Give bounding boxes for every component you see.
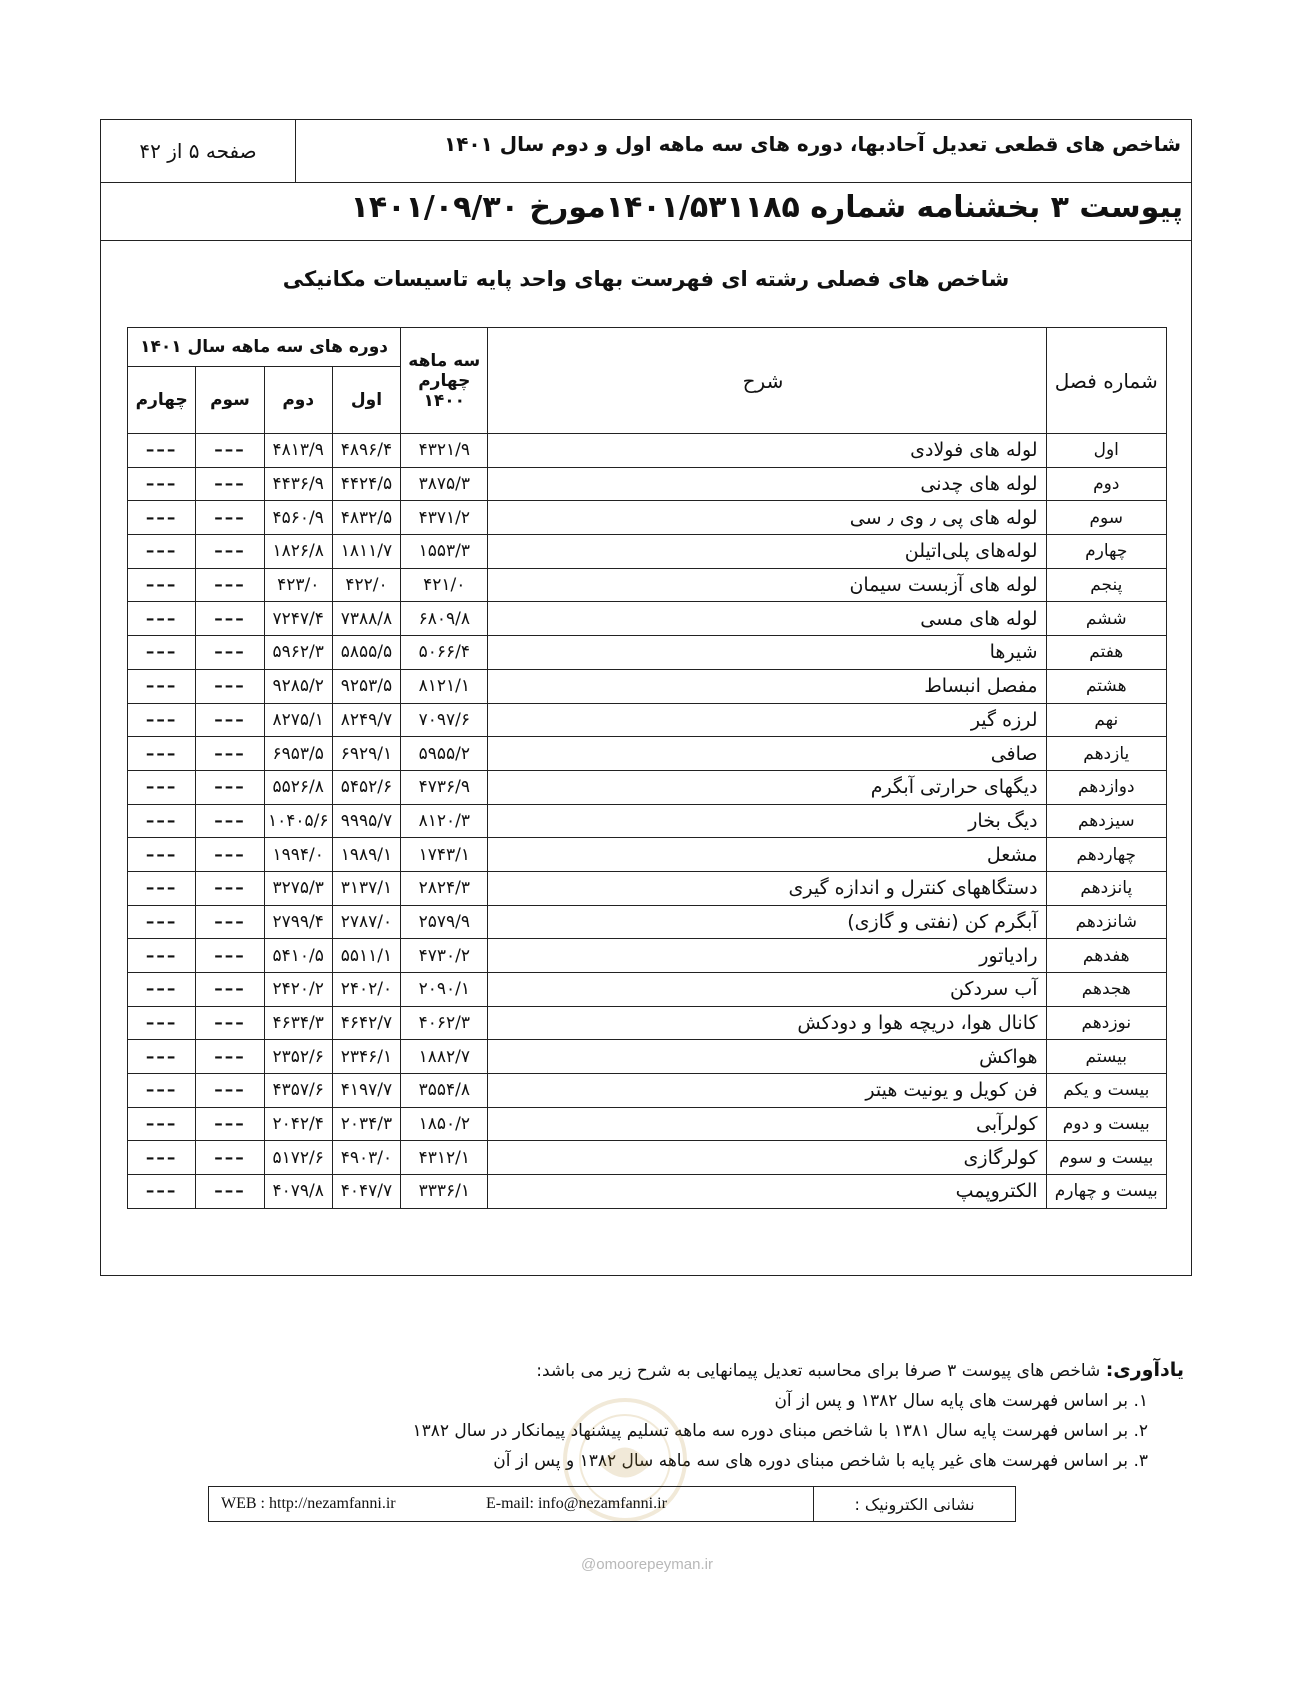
web-link[interactable]: WEB : http://nezamfanni.ir [221,1495,396,1512]
reminder-item: ۲. بر اساس فهرست پایه سال ۱۳۸۱ با شاخص مبنای دوره سه ماهه تسلیم پیشنهاد پیمانکار در سال ۱۳۸۲ [412,1421,1148,1441]
table-row [128,1074,1167,1108]
cell-chapter-no: بیست و سوم [1046,1141,1166,1175]
cell-period-4: ––– [128,535,196,569]
cell-q4-1400: ۸۱۲۰/۳ [401,804,488,838]
cell-period-3: ––– [196,434,264,468]
header-period-2: دوم [264,367,332,434]
table-row [128,1141,1167,1175]
cell-chapter-no: هفتم [1046,636,1166,670]
table-title: شاخص های فصلی رشته ای فهرست بهای واحد پایه تاسیسات مکانیکی [282,267,1010,291]
table-row [128,1175,1167,1209]
cell-period-2: ۴۶۳۴/۳ [264,1006,332,1040]
cell-period-1: ۴۹۰۳/۰ [332,1141,400,1175]
cell-period-4: ––– [128,737,196,771]
cell-period-1: ۲۷۸۷/۰ [332,905,400,939]
table-row [128,973,1167,1007]
table-row [128,770,1167,804]
cell-description: صافی [488,737,1046,771]
cell-period-3: ––– [196,1175,264,1209]
cell-chapter-no: پانزدهم [1046,871,1166,905]
cell-description: کولرگازی [488,1141,1046,1175]
cell-chapter-no: پنجم [1046,568,1166,602]
cell-period-1: ۱۸۱۱/۷ [332,535,400,569]
cell-q4-1400: ۶۸۰۹/۸ [401,602,488,636]
cell-period-4: ––– [128,1074,196,1108]
contact-label: نشانی الکترونیک : [813,1487,1015,1521]
table-row [128,501,1167,535]
cell-chapter-no: ششم [1046,602,1166,636]
cell-description: کانال هوا، دریچه هوا و دودکش [488,1006,1046,1040]
cell-period-2: ۲۴۲۰/۲ [264,973,332,1007]
cell-chapter-no: اول [1046,434,1166,468]
cell-period-1: ۲۴۰۲/۰ [332,973,400,1007]
reminder-item: ۱. بر اساس فهرست های پایه سال ۱۳۸۲ و پس از آن [774,1391,1148,1411]
cell-period-3: ––– [196,568,264,602]
cell-q4-1400: ۴۳۱۲/۱ [401,1141,488,1175]
cell-period-2: ۷۲۴۷/۴ [264,602,332,636]
table-row [128,703,1167,737]
cell-description: هواکش [488,1040,1046,1074]
header-row [101,120,1191,183]
cell-q4-1400: ۱۷۴۳/۱ [401,838,488,872]
cell-period-3: ––– [196,535,264,569]
header-period-3: سوم [196,367,264,434]
cell-q4-1400: ۱۵۵۳/۳ [401,535,488,569]
cell-period-4: ––– [128,467,196,501]
table-row [128,871,1167,905]
cell-description: کولرآبی [488,1107,1046,1141]
cell-period-4: ––– [128,939,196,973]
table-row [128,669,1167,703]
cell-period-4: ––– [128,1141,196,1175]
cell-q4-1400: ۲۰۹۰/۱ [401,973,488,1007]
cell-period-1: ۹۲۵۳/۵ [332,669,400,703]
cell-period-2: ۲۰۴۲/۴ [264,1107,332,1141]
cell-q4-1400: ۵۹۵۵/۲ [401,737,488,771]
cell-description: لوله های آزبست سیمان [488,568,1046,602]
cell-period-4: ––– [128,434,196,468]
cell-q4-1400: ۴۷۳۰/۲ [401,939,488,973]
table-row [128,1006,1167,1040]
cell-period-2: ۳۲۷۵/۳ [264,871,332,905]
cell-chapter-no: سیزدهم [1046,804,1166,838]
cell-period-1: ۴۶۴۲/۷ [332,1006,400,1040]
cell-period-3: ––– [196,973,264,1007]
cell-period-4: ––– [128,703,196,737]
cell-chapter-no: یازدهم [1046,737,1166,771]
cell-description: دستگاههای کنترل و اندازه گیری [488,871,1046,905]
cell-description: لوله های چدنی [488,467,1046,501]
cell-period-2: ۱۰۴۰۵/۶ [264,804,332,838]
cell-period-4: ––– [128,804,196,838]
cell-period-2: ۴۰۷۹/۸ [264,1175,332,1209]
cell-period-3: ––– [196,939,264,973]
cell-description: مفصل انبساط [488,669,1046,703]
header-period-1: اول [332,367,400,434]
cell-period-1: ۳۱۳۷/۱ [332,871,400,905]
document-frame [100,119,1192,1276]
cell-description: دیگ بخار [488,804,1046,838]
attachment-row [101,182,1191,241]
table-row [128,838,1167,872]
cell-period-1: ۴۸۹۶/۴ [332,434,400,468]
cell-chapter-no: بیستم [1046,1040,1166,1074]
cell-q4-1400: ۳۵۵۴/۸ [401,1074,488,1108]
cell-chapter-no: هفدهم [1046,939,1166,973]
cell-chapter-no: نوزدهم [1046,1006,1166,1040]
cell-period-4: ––– [128,770,196,804]
cell-period-1: ۸۲۴۹/۷ [332,703,400,737]
cell-period-3: ––– [196,770,264,804]
cell-chapter-no: شانزدهم [1046,905,1166,939]
cell-period-2: ۵۹۶۲/۳ [264,636,332,670]
cell-description: الکتروپمپ [488,1175,1046,1209]
table-row [128,737,1167,771]
reminder-lead: یادآوری: [1105,1359,1184,1381]
cell-period-4: ––– [128,973,196,1007]
reminder-text: شاخص های پیوست ۳ صرفا برای محاسبه تعدیل پیمانهایی به شرح زیر می باشد: [536,1361,1106,1381]
cell-period-3: ––– [196,1141,264,1175]
cell-chapter-no: دوازدهم [1046,770,1166,804]
cell-period-4: ––– [128,602,196,636]
cell-period-4: ––– [128,1006,196,1040]
cell-q4-1400: ۲۸۲۴/۳ [401,871,488,905]
cell-q4-1400: ۴۳۲۱/۹ [401,434,488,468]
header-chapter-no: شماره فصل [1046,328,1166,434]
table-row [128,602,1167,636]
cell-period-1: ۵۴۵۲/۶ [332,770,400,804]
cell-q4-1400: ۲۵۷۹/۹ [401,905,488,939]
header-q4-line2: چهارم ۱۴۰۰ [418,370,471,411]
cell-q4-1400: ۱۸۸۲/۷ [401,1040,488,1074]
cell-period-2: ۱۹۹۴/۰ [264,838,332,872]
cell-period-2: ۲۷۹۹/۴ [264,905,332,939]
cell-period-1: ۲۳۴۶/۱ [332,1040,400,1074]
cell-period-1: ۲۰۳۴/۳ [332,1107,400,1141]
cell-period-1: ۴۸۳۲/۵ [332,501,400,535]
cell-period-2: ۸۲۷۵/۱ [264,703,332,737]
cell-period-1: ۴۲۲/۰ [332,568,400,602]
cell-period-3: ––– [196,838,264,872]
cell-period-3: ––– [196,1074,264,1108]
cell-period-1: ۵۸۵۵/۵ [332,636,400,670]
cell-description: لوله های فولادی [488,434,1046,468]
cell-q4-1400: ۷۰۹۷/۶ [401,703,488,737]
table-row [128,467,1167,501]
cell-q4-1400: ۴۲۱/۰ [401,568,488,602]
cell-description: آب سردکن [488,973,1046,1007]
cell-period-1: ۶۹۲۹/۱ [332,737,400,771]
cell-period-2: ۱۸۲۶/۸ [264,535,332,569]
cell-period-2: ۲۳۵۲/۶ [264,1040,332,1074]
cell-period-3: ––– [196,467,264,501]
cell-period-3: ––– [196,636,264,670]
cell-q4-1400: ۱۸۵۰/۲ [401,1107,488,1141]
page-number: صفحه ۵ از ۴۲ [101,120,296,182]
cell-period-2: ۴۴۳۶/۹ [264,467,332,501]
cell-period-3: ––– [196,905,264,939]
cell-period-2: ۴۳۵۷/۶ [264,1074,332,1108]
cell-chapter-no: دوم [1046,467,1166,501]
reminder-intro [204,1355,1184,1386]
cell-period-3: ––– [196,1006,264,1040]
email-link[interactable]: E-mail: info@nezamfanni.ir [486,1495,667,1512]
cell-description: آبگرم کن (نفتی و گازی) [488,905,1046,939]
table-row [128,568,1167,602]
header-periods-1401: دوره های سه ماهه سال ۱۴۰۱ [128,328,401,367]
cell-period-3: ––– [196,804,264,838]
cell-description: لرزه گیر [488,703,1046,737]
cell-period-4: ––– [128,669,196,703]
reminder-item: ۳. بر اساس فهرست های غیر پایه با شاخص مبنای دوره های سه ماهه سال ۱۳۸۲ و پس از آن [493,1451,1148,1471]
cell-chapter-no: هجدهم [1046,973,1166,1007]
table-row [128,905,1167,939]
table-row [128,434,1167,468]
table-row [128,804,1167,838]
cell-period-1: ۵۵۱۱/۱ [332,939,400,973]
cell-chapter-no: نهم [1046,703,1166,737]
cell-q4-1400: ۴۷۳۶/۹ [401,770,488,804]
header-description: شرح [488,328,1046,434]
cell-period-4: ––– [128,905,196,939]
cell-q4-1400: ۸۱۲۱/۱ [401,669,488,703]
cell-period-3: ––– [196,871,264,905]
cell-period-4: ––– [128,636,196,670]
cell-description: لوله‌های پلی‌اتیلن [488,535,1046,569]
cell-period-1: ۷۳۸۸/۸ [332,602,400,636]
index-table [127,327,1167,1209]
table-row [128,939,1167,973]
cell-q4-1400: ۴۳۷۱/۲ [401,501,488,535]
watermark-text: @omoorepeyman.ir [581,1556,713,1573]
header-q4-1400 [401,328,488,434]
cell-description: رادیاتور [488,939,1046,973]
cell-period-3: ––– [196,737,264,771]
cell-period-1: ۴۰۴۷/۷ [332,1175,400,1209]
cell-chapter-no: چهاردهم [1046,838,1166,872]
cell-period-2: ۴۲۳/۰ [264,568,332,602]
cell-period-2: ۴۸۱۳/۹ [264,434,332,468]
cell-period-1: ۹۹۹۵/۷ [332,804,400,838]
cell-q4-1400: ۳۳۳۶/۱ [401,1175,488,1209]
cell-chapter-no: هشتم [1046,669,1166,703]
cell-period-2: ۶۹۵۳/۵ [264,737,332,771]
cell-description: مشعل [488,838,1046,872]
table-row [128,535,1167,569]
cell-chapter-no: بیست و دوم [1046,1107,1166,1141]
cell-period-4: ––– [128,1175,196,1209]
cell-description: لوله های پی ٫ وی ٫ سی [488,501,1046,535]
cell-description: فن کویل و یونیت هیتر [488,1074,1046,1108]
table-row [128,636,1167,670]
cell-description: دیگهای حرارتی آبگرم [488,770,1046,804]
cell-period-1: ۴۱۹۷/۷ [332,1074,400,1108]
cell-period-1: ۴۴۲۴/۵ [332,467,400,501]
contact-box [208,1486,1016,1522]
cell-period-3: ––– [196,703,264,737]
cell-period-3: ––– [196,501,264,535]
header-period-4: چهارم [128,367,196,434]
cell-period-3: ––– [196,669,264,703]
cell-chapter-no: سوم [1046,501,1166,535]
cell-period-3: ––– [196,1107,264,1141]
cell-period-2: ۵۵۲۶/۸ [264,770,332,804]
cell-chapter-no: بیست و یکم [1046,1074,1166,1108]
cell-period-1: ۱۹۸۹/۱ [332,838,400,872]
cell-description: لوله های مسی [488,602,1046,636]
cell-description: شیرها [488,636,1046,670]
table-row [128,1040,1167,1074]
cell-period-4: ––– [128,1040,196,1074]
cell-q4-1400: ۴۰۶۲/۳ [401,1006,488,1040]
cell-period-4: ––– [128,871,196,905]
cell-chapter-no: چهارم [1046,535,1166,569]
cell-period-3: ––– [196,1040,264,1074]
cell-period-4: ––– [128,1107,196,1141]
cell-period-4: ––– [128,568,196,602]
cell-period-3: ––– [196,602,264,636]
attachment-title: پیوست ۳ بخشنامه شماره ۱۴۰۱/۵۳۱۱۸۵مورخ ۱۴۰۱/۰۹/۳۰ [350,190,1183,225]
header-title: شاخص های قطعی تعدیل آحادبها، دوره های سه ماهه اول و دوم سال ۱۴۰۱ [444,132,1181,156]
cell-period-2: ۵۱۷۲/۶ [264,1141,332,1175]
cell-period-4: ––– [128,501,196,535]
cell-period-2: ۵۴۱۰/۵ [264,939,332,973]
cell-period-4: ––– [128,838,196,872]
cell-period-2: ۹۲۸۵/۲ [264,669,332,703]
cell-period-2: ۴۵۶۰/۹ [264,501,332,535]
cell-q4-1400: ۵۰۶۶/۴ [401,636,488,670]
cell-chapter-no: بیست و چهارم [1046,1175,1166,1209]
table-row [128,1107,1167,1141]
header-q4-line1: سه ماهه [408,350,481,371]
reminder-note [204,1355,1184,1476]
cell-q4-1400: ۳۸۷۵/۳ [401,467,488,501]
